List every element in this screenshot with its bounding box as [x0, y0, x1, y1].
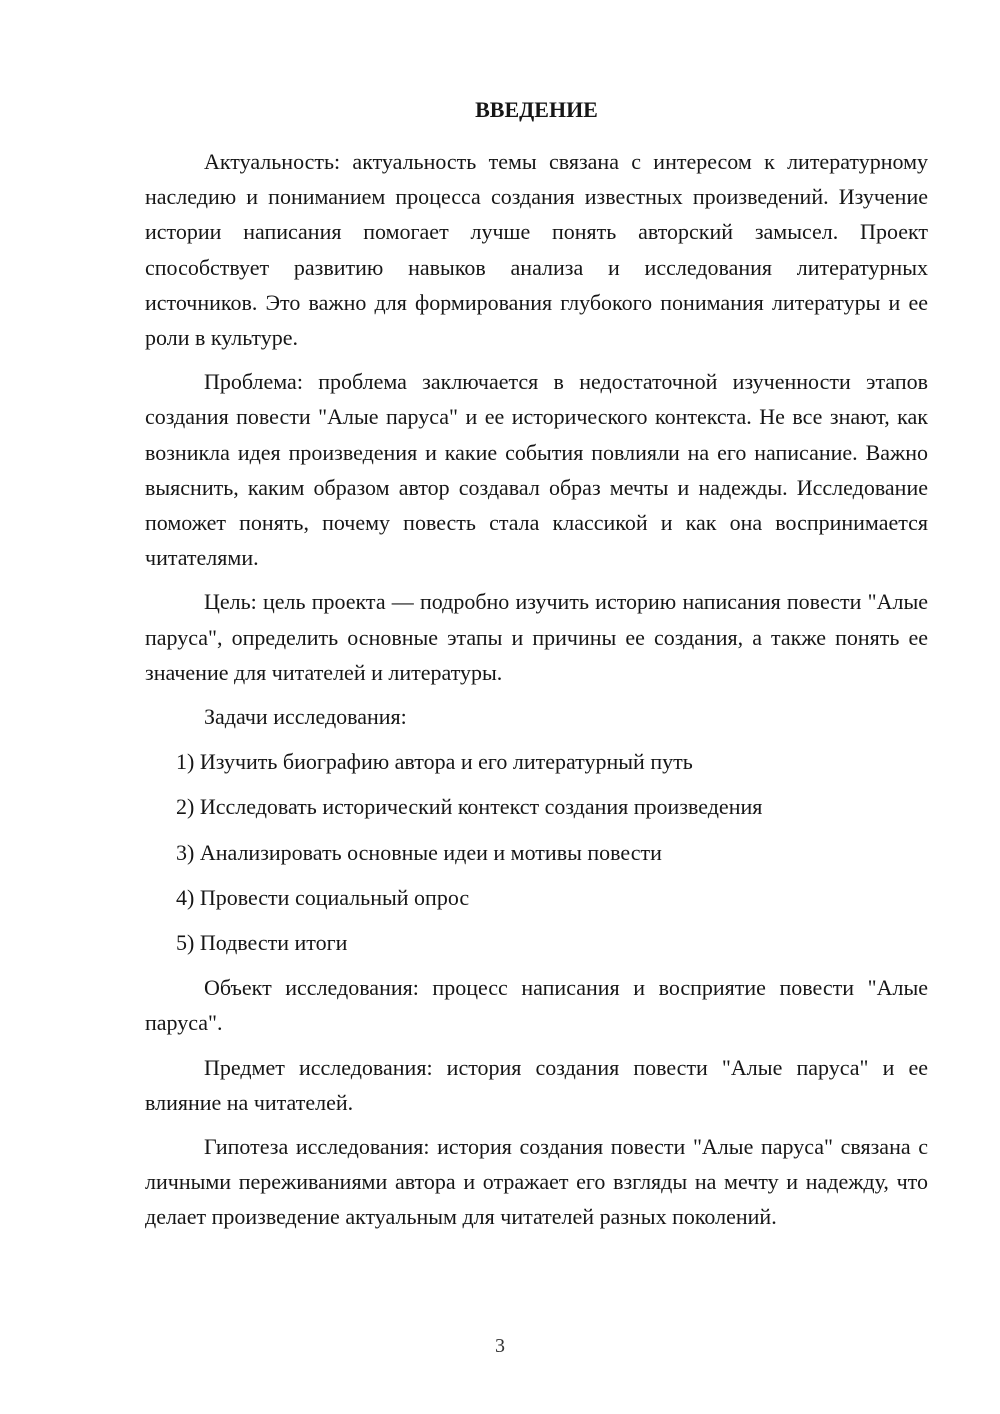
goal-paragraph: Цель: цель проекта — подробно изучить историю написания повести "Алые паруса", определить основные этапы и причины ее создания, а также понять ее значение для читателей и литературы.: [145, 589, 928, 685]
section-heading: ВВЕДЕНИЕ: [475, 97, 598, 122]
task-item: 5) Подвести итоги: [176, 930, 348, 956]
hypothesis-paragraph: Гипотеза исследования: история создания повести "Алые паруса" связана с личными переживаниями автора и отражает его взгляды на мечту и надежду, что делает произведение актуальным для читателей разных поколений.: [145, 1134, 928, 1230]
task-item: 1) Изучить биографию автора и его литературный путь: [176, 749, 693, 775]
task-item: 4) Провести социальный опрос: [176, 884, 470, 910]
task-item: 2) Исследовать исторический контекст создания произведения: [176, 794, 763, 820]
document-page: [145, 96, 928, 1244]
task-item: 3) Анализировать основные идеи и мотивы повести: [176, 839, 662, 865]
page-number: 3: [495, 1335, 505, 1357]
actuality-paragraph: Актуальность: актуальность темы связана с интересом к литературному наследию и пониманием процесса создания известных произведений. Изучение истории написания помогает лучше понять авторский замысел. Проект способствует развитию навыков анализа и исследования литературных источников. Это важно для формирования глубокого понимания литературы и ее роли в культуре.: [145, 149, 928, 351]
tasks-list: [145, 744, 928, 960]
tasks-label: Задачи исследования:: [204, 704, 407, 730]
problem-paragraph: Проблема: проблема заключается в недостаточной изученности этапов создания повести "Алые паруса" и ее исторического контекста. Не все знают, как возникла идея произведения и какие события повлияли на его написание. Важно выяснить, каким образом автор создавал образ мечты и надежды. Исследование поможет понять, почему повесть стала классикой и как она воспринимается читателями.: [145, 369, 928, 571]
subject-paragraph: Предмет исследования: история создания повести "Алые паруса" и ее влияние на читателей.: [145, 1054, 928, 1115]
object-paragraph: Объект исследования: процесс написания и восприятие повести "Алые паруса".: [145, 975, 928, 1036]
